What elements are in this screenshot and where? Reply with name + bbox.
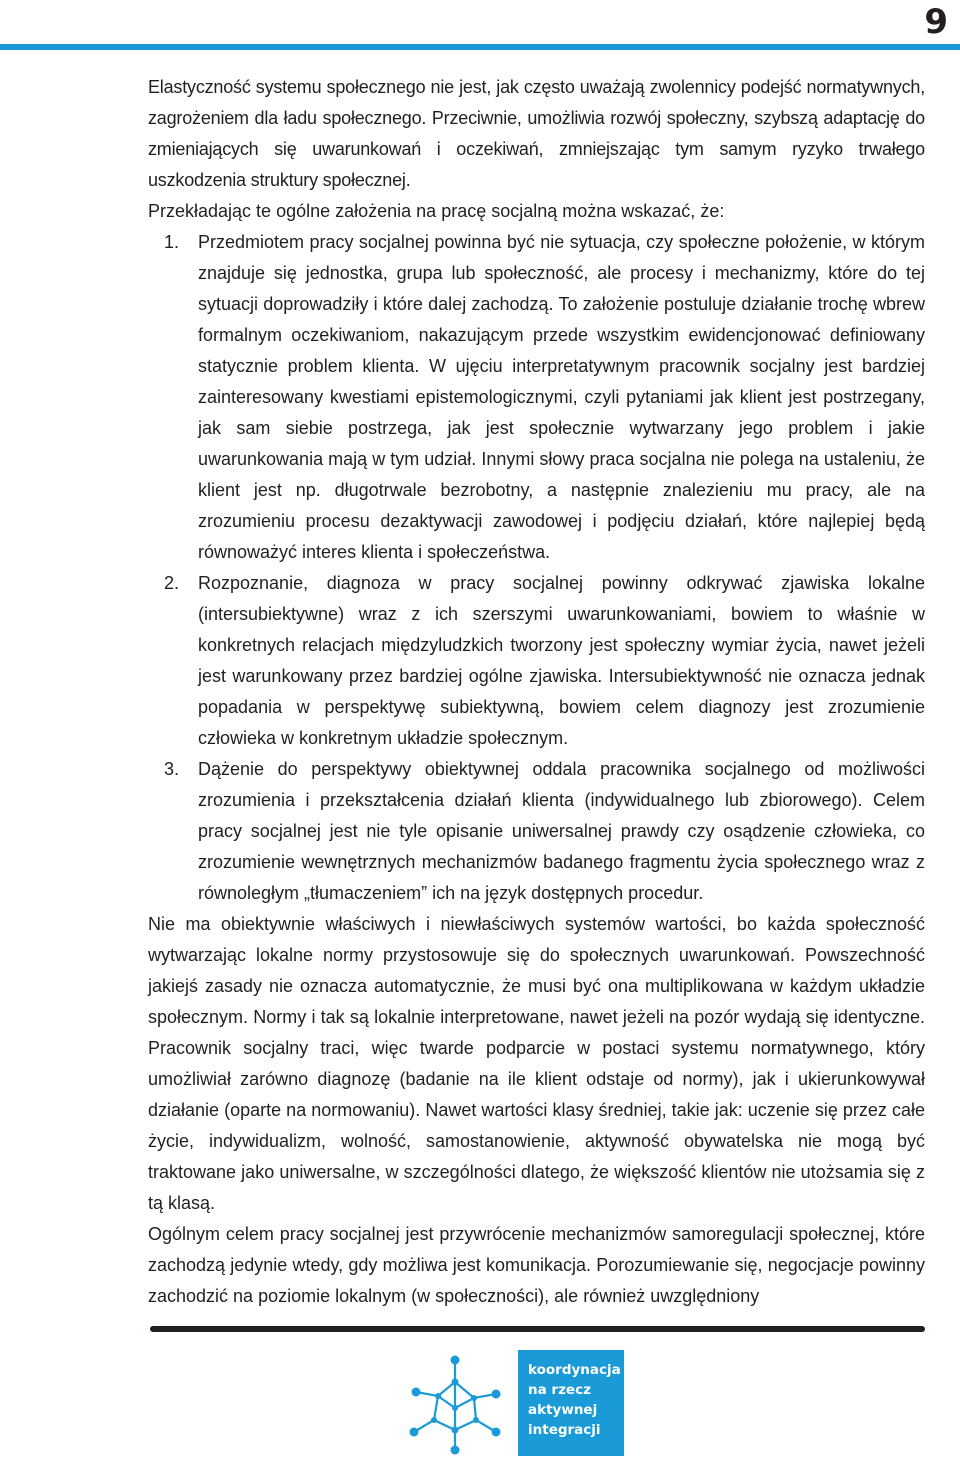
logo-text-line: na rzecz [528,1382,591,1398]
list-item: Dążenie do perspektywy obiektywnej oddala pracownika socjalnego od możliwości zrozumienia i przekształcenia działań klienta (indywidualnego lub zbiorowego). Celem pracy socjalnej jest nie tyle opisanie uniwersalnej prawdy czy osądzenie człowieka, co zrozumienie wewnętrznych mechanizmów badanego fragmentu życia społecznego wraz z równoległym „tłumaczeniem” ich na język dostępnych procedur. [198,759,925,903]
body-paragraph: Ogólnym celem pracy socjalnej jest przywrócenie mechanizmów samoregulacji społecznej, które zachodzą jedynie wtedy, gdy możliwa jest komunikacja. Porozumiewanie się, negocjacje powinny zachodzić na poziomie lokalnym (w społeczności), ale również uwzględniony [148,1224,925,1306]
list-item: Rozpoznanie, diagnoza w pracy socjalnej powinny odkrywać zjawiska lokalne (intersubiektywne) wraz z ich szerszymi uwarunkowaniami, bowiem to właśnie w konkretnych relacjach międzyludzkich tworzony jest społeczny wymiar życia, nawet jeżeli jest warunkowany przez bardziej ogólne zjawiska. Intersubiektywność nie oznacza jednak popadania w perspektywę subiektywną, bowiem celem diagnozy jest zrozumienie człowieka w konkretnym układzie społecznym. [198,573,925,748]
logo-wordmark [518,1350,624,1456]
network-logo-icon [400,1350,510,1460]
intro-paragraph: Elastyczność systemu społecznego nie jest, jak często uważają zwolennicy podejść normatywnych, zagrożeniem dla ładu społecznego. Przeciwnie, umożliwia rozwój społeczny, szybszą adaptację do zmieniających się uwarunkowań i oczekiwań, zmniejszając tym samym ryzyko trwałego uszkodzenia struktury społecznej. [148,77,925,190]
logo-text-line: aktywnej [528,1402,598,1418]
numbered-list [148,227,925,909]
page-number: 9 [924,2,948,42]
page-body [148,72,925,1312]
footer-rule [150,1326,925,1332]
lead-in-sentence: Przekładając te ogólne założenia na pracę socjalną można wskazać, że: [148,201,725,221]
logo-text-line: integracji [528,1422,601,1438]
logo-text-line: koordynacja [528,1362,621,1378]
header-rule [0,44,960,50]
body-paragraph: Nie ma obiektywnie właściwych i niewłaściwych systemów wartości, bo każda społeczność wytwarzając lokalne normy przystosowuje się do społecznych uwarunkowań. Powszechność jakiejś zasady nie oznacza automatycznie, że musi być ona multiplikowana w każdym układzie społecznym. Normy i tak są lokalnie interpretowane, nawet jeżeli na pozór wydają się identyczne. Pracownik socjalny traci, więc twarde podparcie w postaci systemu normatywnego, który umożliwiał zarówno diagnozę (badanie na ile klient odstaje od normy), jak i ukierunkowywał działanie (oparte na normowaniu). Nawet wartości klasy średniej, takie jak: uczenie się przez całe życie, indywidualizm, wolność, samostanowienie, aktywność obywatelska nie mogą być traktowane jako uniwersalne, w szczególności dlatego, że większość klientów nie utożsamia się z tą klasą. [148,914,925,1213]
list-item: Przedmiotem pracy socjalnej powinna być nie sytuacja, czy społeczne położenie, w którym znajduje się jednostka, grupa lub społeczność, ale procesy i mechanizmy, które do tej sytuacji doprowadziły i które dalej zachodzą. To założenie postuluje działanie trochę wbrew formalnym oczekiwaniom, nakazującym przede wszystkim ewidencjonować definiowany statycznie problem klienta. W ujęciu interpretatywnym pracownik socjalny jest bardziej zainteresowany kwestiami epistemologicznymi, czyli pytaniami jak klient jest postrzegany, jak sam siebie postrzega, jak jest społecznie wytwarzany jego problem i jakie uwarunkowania mają w tym udział. Innymi słowy praca socjalna nie polega na ustaleniu, że klient jest np. długotrwale bezrobotny, a następnie znalezieniu mu pracy, ale na zrozumieniu procesu dezaktywacji zawodowej i podjęciu działań, które najlepiej będą równoważyć interes klienta i społeczeństwa. [198,232,925,562]
